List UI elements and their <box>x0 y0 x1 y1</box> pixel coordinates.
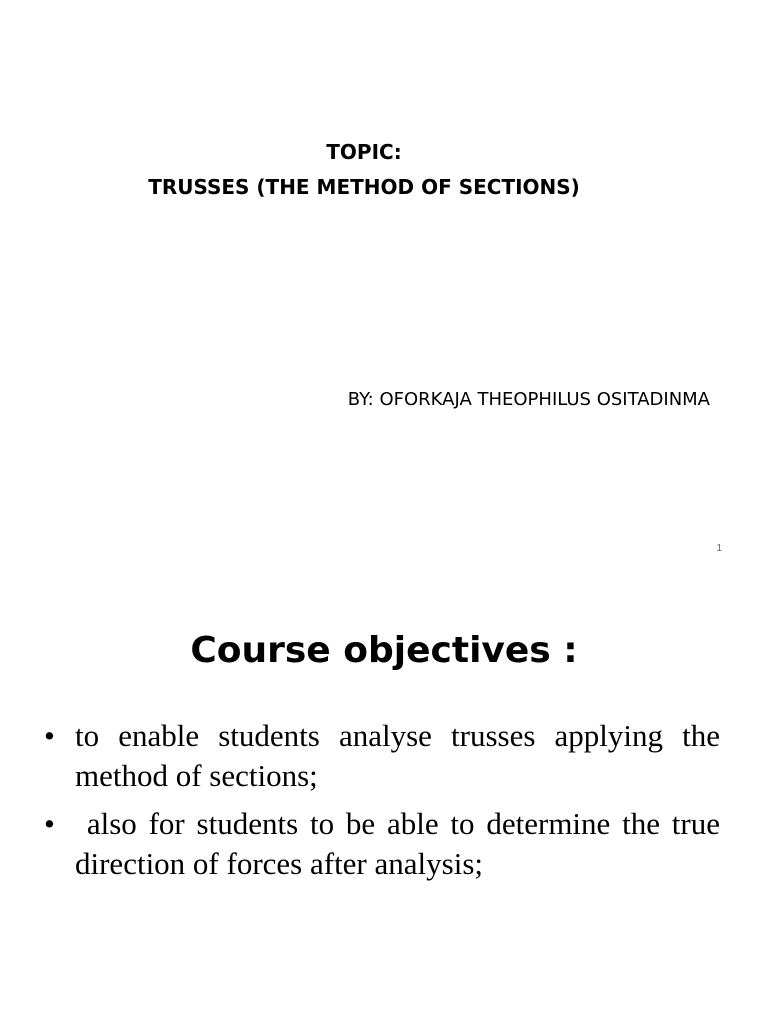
page-number: 1 <box>716 543 722 554</box>
objective-item <box>44 804 728 884</box>
objective-text: to enable students analyse trusses applying the method of sections; <box>75 718 720 793</box>
author-line: BY: OFORKAJA THEOPHILUS OSITADINMA <box>347 389 710 410</box>
bullet-icon: • <box>44 806 55 841</box>
bullet-icon: • <box>44 718 55 753</box>
topic-title: TRUSSES (THE METHOD OF SECTIONS) <box>148 175 580 199</box>
objective-item <box>44 716 720 796</box>
objectives-heading: Course objectives : <box>190 630 578 671</box>
objectives-list <box>44 716 728 892</box>
topic-label: TOPIC: <box>326 140 402 164</box>
objectives-slide <box>0 576 768 1024</box>
objective-text: also for students to be able to determine the true direction of forces after analysis; <box>75 806 728 881</box>
